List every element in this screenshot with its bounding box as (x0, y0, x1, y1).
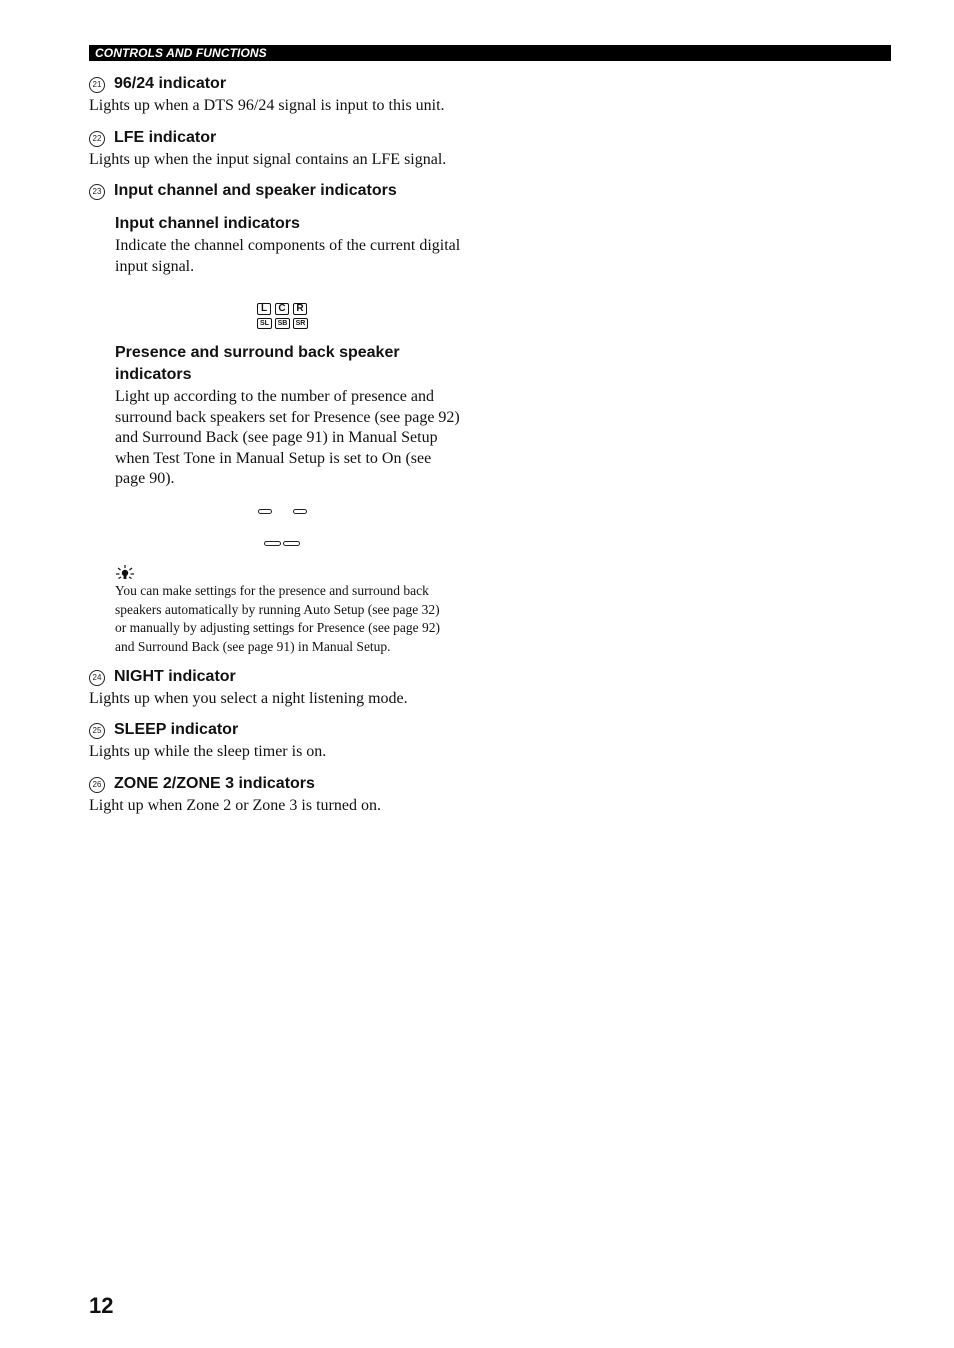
front-channel-row (257, 298, 317, 314)
section-header-bar (89, 45, 891, 61)
item-heading (89, 667, 489, 687)
tip-line: You can make settings for the presence and surround back (115, 583, 429, 598)
input-channel-description (115, 236, 495, 277)
surround-back-right-indicator (283, 541, 300, 546)
channel-sb-indicator: SB (275, 318, 290, 329)
text-line: Light up according to the number of presence and (115, 388, 434, 405)
lightbulb-icon (115, 564, 137, 580)
text-line: when Test Tone in Manual Setup is set to On (see (115, 449, 432, 467)
item-title: 96/24 indicator (114, 75, 227, 92)
item-heading (89, 774, 489, 794)
item-number-badge: 23 (89, 184, 105, 200)
item-heading (89, 181, 489, 201)
surround-back-left-indicator (264, 541, 281, 546)
page-number: 12 (89, 1293, 114, 1318)
channel-r-indicator: R (293, 303, 307, 315)
presence-right-indicator (293, 509, 307, 514)
item-title: NIGHT indicator (114, 668, 236, 685)
tip-text (115, 582, 485, 657)
item-heading (89, 720, 489, 740)
item-description: Lights up when the input signal contains an LFE signal. (89, 151, 447, 168)
channel-l-indicator: L (257, 303, 271, 315)
section-title: CONTROLS AND FUNCTIONS (95, 46, 267, 60)
channel-c-indicator: C (275, 303, 289, 315)
item-title: Input channel and speaker indicators (114, 182, 397, 199)
item-heading (89, 128, 489, 148)
text-line: page 90). (115, 470, 175, 487)
item-number-badge: 22 (89, 131, 105, 147)
item-number-badge: 26 (89, 777, 105, 793)
subheading-line: Presence and surround back speaker (115, 344, 400, 361)
item-title: SLEEP indicator (114, 721, 239, 738)
text-line: Indicate the channel components of the current digital (115, 237, 461, 254)
item-description: Lights up when you select a night listening mode. (89, 690, 408, 707)
subheading-line: indicators (115, 366, 192, 383)
tip-line: and Surround Back (see page 91) in Manual Setup. (115, 639, 391, 655)
item-description: Light up when Zone 2 or Zone 3 is turned on. (89, 797, 381, 814)
item-description: Lights up when a DTS 96/24 signal is input to this unit. (89, 97, 445, 114)
item-heading (89, 74, 489, 94)
channel-indicator-diagram (257, 298, 317, 327)
item-description: Lights up while the sleep timer is on. (89, 743, 327, 760)
rear-channel-row (257, 312, 317, 327)
text-line: surround back speakers set for Presence (see page 92) (115, 408, 460, 426)
presence-left-indicator (258, 509, 272, 514)
item-title: ZONE 2/ZONE 3 indicators (114, 775, 315, 792)
item-number-badge: 21 (89, 77, 105, 93)
presence-subheading (115, 342, 485, 386)
input-channel-subheading: Input channel indicators (115, 215, 300, 232)
item-number-badge: 24 (89, 670, 105, 686)
channel-sl-indicator: SL (257, 318, 272, 329)
channel-sr-indicator: SR (293, 318, 308, 329)
text-line: input signal. (115, 257, 195, 275)
item-title: LFE indicator (114, 129, 217, 146)
item-number-badge: 25 (89, 723, 105, 739)
presence-description (115, 387, 495, 490)
tip-line: or manually by adjusting settings for Presence (see page 92) (115, 620, 441, 636)
tip-line: speakers automatically by running Auto Setup (see page 32) (115, 601, 440, 617)
text-line: and Surround Back (see page 91) in Manual Setup (115, 429, 438, 446)
